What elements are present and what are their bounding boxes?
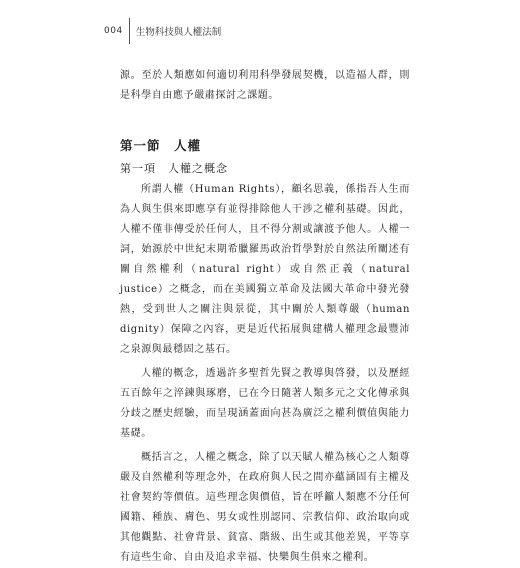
body-paragraph: 人權的概念，透過許多聖哲先賢之教導與啓發，以及歷經五百餘年之淬鍊與琢磨，已在今日隨著人類多元之文化傳承與分歧之歷史經驗，而呈現涵蓋面向甚為廣泛之權利價值與能力基礎。 — [120, 368, 410, 439]
page-number: 004 — [104, 26, 123, 36]
body-paragraph: 所謂人權（Human Rights），顧名思義，係指吾人生而為人與生俱來即應享有並得排除他人干涉之權利基礎。因此，人權不僅非傳受於任何人，且不得分割或讓渡予他人。人權一詞，始源於中世紀末期希臘羅馬政治哲學對於自然法所闡述有關自然權利（natural right）或自然正義（natural justice）之概念，而在美國獨立革命及法國大革命中發光發熱，受到世人之關注與景從，其中關於人類尊嚴（human dignity）保障之內容，更是近代拓展與建構人權理念最豐沛之泉源與最穩固之基石。 — [120, 184, 410, 355]
header-divider — [129, 18, 130, 44]
item-title: 第一項 人權之概念 — [120, 162, 228, 175]
page-body — [120, 66, 410, 568]
section-title: 第一節 人權 — [120, 138, 202, 153]
intro-paragraph: 源。至於人類應如何適切利用科學發展契機，以造福人群，則是科學自由應予嚴肅探討之課題。 — [120, 70, 410, 101]
body-paragraph: 概括言之，人權之概念，除了以天賦人權為核心之人類尊嚴及自然權利等理念外，在政府與人民之間亦蘊涵固有主權及社會契約等價值。這些理念與價值，旨在呼籲人類應不分任何國籍、種族、膚色、男女或性別認同、宗教信仰、政治取向或其他觀點、社會背景、貧富、階級、出生或其他差異，平等享有這些生命、自由及追求幸福、快樂與生俱來之權利。 — [120, 452, 410, 563]
running-header — [104, 18, 221, 44]
book-title: 生物科技與人權法制 — [135, 27, 222, 38]
